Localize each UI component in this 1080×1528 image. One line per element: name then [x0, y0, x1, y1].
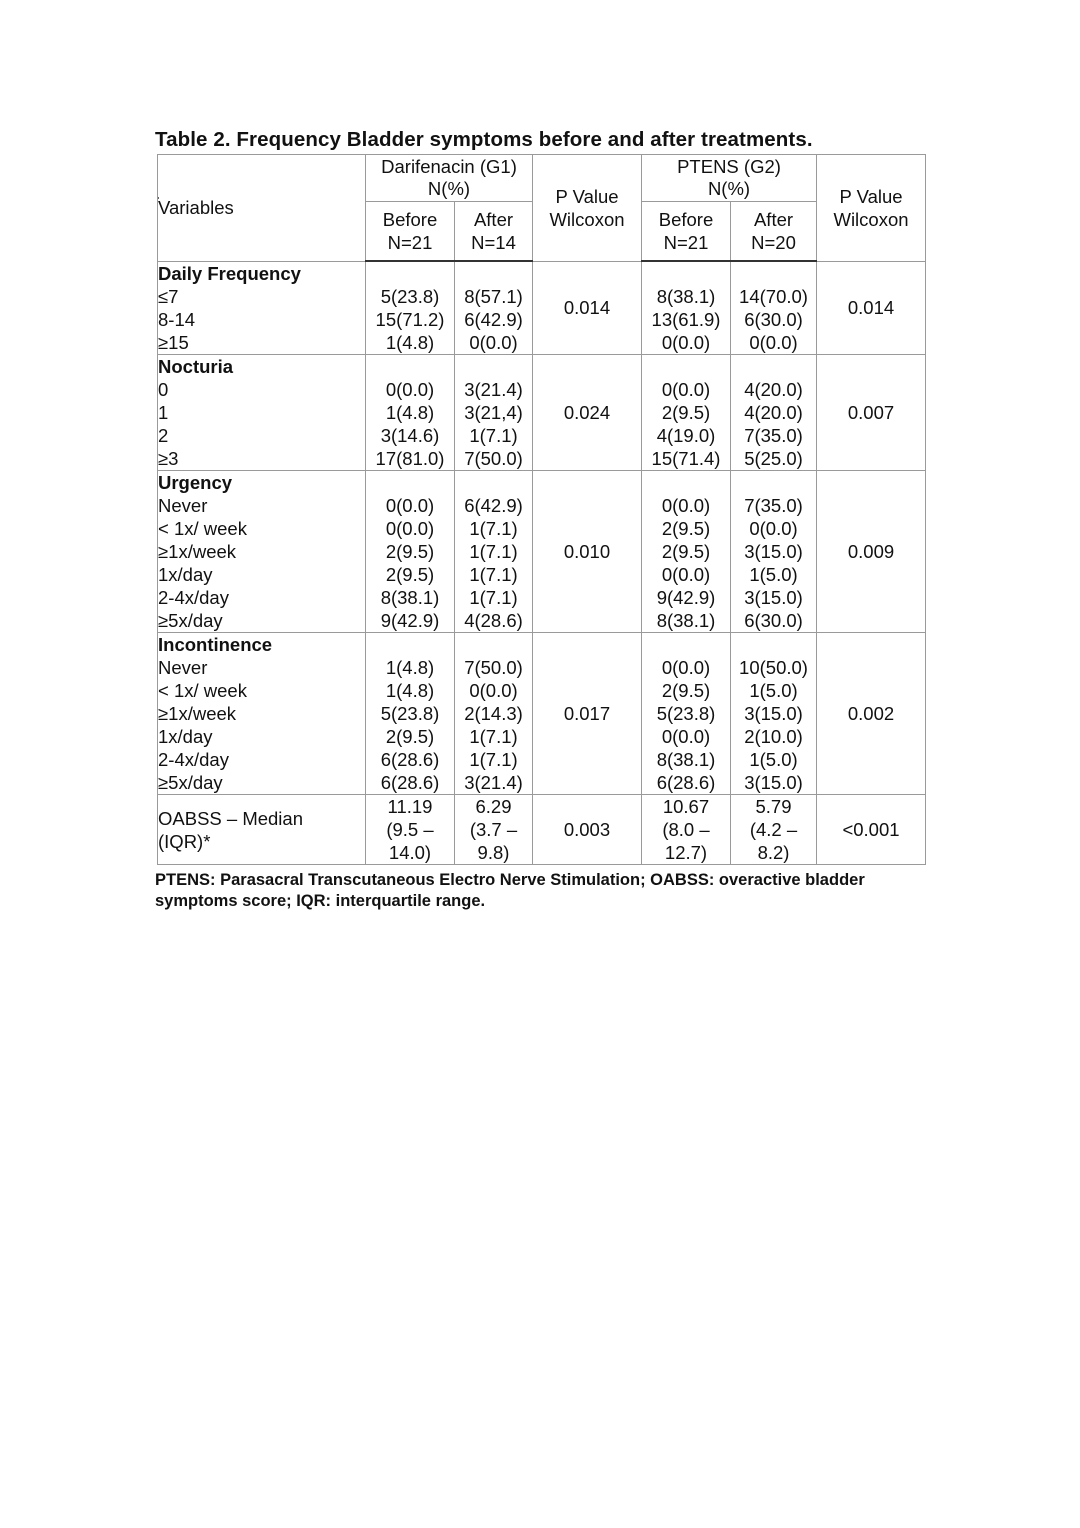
title-spacer [731, 471, 816, 494]
section-title: Nocturia [158, 356, 234, 377]
n-label: N=20 [751, 232, 796, 253]
oabss-g2-before [642, 795, 731, 865]
title-spacer [731, 355, 816, 378]
cell-value: 0(0.0) [469, 332, 518, 353]
cell-value: 2(14.3) [464, 703, 523, 724]
cell-value: 15(71.4) [651, 448, 721, 469]
cell-value: 6(28.6) [380, 772, 440, 793]
row-label: 2-4x/day [158, 587, 229, 608]
cell-value: 1(7.1) [469, 587, 518, 608]
g2-before-values [642, 471, 731, 633]
row-label: 1 [158, 402, 169, 423]
iqr-close: 12.7) [664, 842, 708, 863]
group1-name: Darifenacin (G1) [381, 156, 517, 177]
cell-value: 6(30.0) [744, 309, 803, 330]
wilcoxon-label: Wilcoxon [833, 208, 909, 230]
cell-value: 8(38.1) [380, 587, 440, 608]
section-labels [158, 471, 366, 633]
cell-value: 9(42.9) [380, 610, 440, 631]
cell-value: 0(0.0) [749, 332, 798, 353]
group2-header [642, 155, 817, 202]
g1-pvalue: 0.014 [533, 261, 642, 355]
cell-value: 15(71.2) [375, 309, 445, 330]
iqr-close: 14.0) [388, 842, 432, 863]
cell-value: 0(0.0) [749, 518, 798, 539]
wilcoxon-label: Wilcoxon [549, 208, 625, 230]
cell-value: 3(21,4) [464, 402, 523, 423]
title-spacer [455, 633, 532, 656]
cell-value: 4(20.0) [744, 402, 803, 423]
oabss-g1-before [366, 795, 455, 865]
cell-value: 2(9.5) [661, 541, 711, 562]
cell-value: 8(38.1) [656, 610, 716, 631]
cell-value: 3(15.0) [744, 772, 803, 793]
title-spacer [455, 355, 532, 378]
section-title: Incontinence [158, 634, 273, 655]
row-label: ≥15 [158, 331, 189, 353]
g1-after-values [455, 355, 533, 471]
group1-header [366, 155, 533, 202]
cell-value: 1(7.1) [469, 564, 518, 585]
cell-value: 0(0.0) [661, 657, 711, 678]
g2-before-values [642, 355, 731, 471]
cell-value: 7(35.0) [744, 425, 803, 446]
section-row [158, 471, 926, 633]
section-labels [158, 633, 366, 795]
cell-value: 0(0.0) [661, 379, 711, 400]
row-label: 2-4x/day [158, 749, 229, 770]
cell-value: 6(28.6) [656, 772, 716, 793]
group2-unit: N(%) [707, 178, 751, 199]
row-label: 1x/day [158, 726, 213, 747]
before-label: Before [382, 209, 438, 230]
g1-before-values [366, 261, 455, 355]
after-label: After [473, 209, 514, 230]
variables-header: Variables [158, 155, 366, 262]
section-labels [158, 261, 366, 355]
cell-value: 17(81.0) [375, 448, 445, 469]
cell-value: 1(4.8) [385, 657, 435, 678]
cell-value: 0(0.0) [661, 726, 711, 747]
before-label: Before [658, 209, 714, 230]
row-label: 8-14 [158, 308, 196, 330]
cell-value: 1(4.8) [385, 402, 435, 423]
cell-value: 8(57.1) [464, 286, 523, 307]
oabss-row [158, 795, 926, 865]
cell-value: 14(70.0) [739, 286, 808, 307]
g1-before-values [366, 633, 455, 795]
cell-value: 0(0.0) [469, 680, 518, 701]
section-title: Urgency [158, 472, 233, 493]
g2-before-header [642, 202, 731, 262]
section-row [158, 261, 926, 355]
n-label: N=14 [471, 232, 516, 253]
after-label: After [753, 209, 794, 230]
g1-pvalue: 0.024 [533, 355, 642, 471]
cell-value: 3(15.0) [744, 587, 803, 608]
cell-value: 0(0.0) [385, 379, 435, 400]
cell-value: 5(23.8) [380, 286, 440, 307]
oabss-label [158, 795, 366, 865]
g1-after-values [455, 471, 533, 633]
oabss-g2-pvalue: <0.001 [817, 795, 926, 865]
row-label: ≥5x/day [158, 772, 223, 793]
g1-before-header [366, 202, 455, 262]
cell-value: 1(7.1) [469, 518, 518, 539]
cell-value: 1(5.0) [749, 564, 798, 585]
cell-value: 1(7.1) [469, 749, 518, 770]
table-footnote: PTENS: Parasacral Transcutaneous Electro Nerve Stimulation; OABSS: overactive bladder symptoms score; IQR: interquartile range. [155, 871, 865, 910]
median-value: 10.67 [662, 796, 710, 817]
g1-after-values [455, 633, 533, 795]
row-label: < 1x/ week [158, 680, 247, 701]
median-value: 6.29 [475, 796, 512, 817]
oabss-g1-pvalue: 0.003 [533, 795, 642, 865]
median-value: 11.19 [387, 796, 433, 817]
cell-value: 6(28.6) [380, 749, 440, 770]
group2-pvalue-header [817, 155, 926, 262]
section-title: Daily Frequency [158, 262, 301, 284]
cell-value: 2(9.5) [661, 680, 711, 701]
table-caption: Table 2. Frequency Bladder symptoms before and after treatments. [155, 128, 813, 151]
cell-value: 3(14.6) [380, 425, 440, 446]
cell-value: 2(9.5) [385, 564, 435, 585]
iqr-close: 8.2) [757, 842, 790, 863]
cell-value: 0(0.0) [661, 564, 711, 585]
g2-pvalue: 0.002 [817, 633, 926, 795]
cell-value: 1(7.1) [469, 541, 518, 562]
row-label: ≥3 [158, 448, 179, 469]
title-spacer [731, 262, 816, 285]
n-label: N=21 [663, 232, 709, 253]
cell-value: 0(0.0) [385, 518, 435, 539]
group2-name: PTENS (G2) [677, 156, 781, 177]
row-label: ≥5x/day [158, 610, 223, 631]
cell-value: 2(9.5) [661, 518, 711, 539]
oabss-g1-after [455, 795, 533, 865]
cell-value: 6(42.9) [464, 309, 523, 330]
cell-value: 0(0.0) [661, 332, 711, 353]
cell-value: 1(7.1) [469, 726, 518, 747]
cell-value: 3(15.0) [744, 541, 803, 562]
title-spacer [642, 471, 730, 494]
g2-after-values [731, 633, 817, 795]
g2-pvalue: 0.007 [817, 355, 926, 471]
cell-value: 4(20.0) [744, 379, 803, 400]
cell-value: 5(25.0) [744, 448, 803, 469]
row-label: 0 [158, 379, 169, 400]
median-value: 5.79 [755, 796, 792, 817]
cell-value: 7(50.0) [464, 657, 523, 678]
row-label: Never [158, 657, 208, 678]
g2-after-values [731, 355, 817, 471]
cell-value: 1(5.0) [749, 749, 798, 770]
title-spacer [366, 471, 454, 494]
cell-value: 0(0.0) [385, 495, 435, 516]
cell-value: 2(10.0) [744, 726, 803, 747]
cell-value: 6(42.9) [464, 495, 523, 516]
cell-value: 10(50.0) [739, 657, 808, 678]
g2-before-values [642, 633, 731, 795]
oabss-iqr-label: (IQR)* [158, 830, 211, 852]
cell-value: 3(21.4) [464, 772, 523, 793]
title-spacer [642, 355, 730, 378]
g1-pvalue: 0.010 [533, 471, 642, 633]
section-labels [158, 355, 366, 471]
oabss-title: OABSS – Median [158, 807, 303, 829]
row-label: 2 [158, 425, 169, 446]
cell-value: 5(23.8) [656, 703, 716, 724]
cell-value: 8(38.1) [656, 286, 716, 307]
cell-value: 7(50.0) [464, 448, 523, 469]
group1-pvalue-header [533, 155, 642, 262]
title-spacer [366, 262, 454, 285]
cell-value: 1(4.8) [385, 332, 435, 353]
cell-value: 2(9.5) [385, 541, 435, 562]
cell-value: 1(7.1) [469, 425, 518, 446]
g2-after-values [731, 471, 817, 633]
group1-unit: N(%) [427, 178, 471, 199]
g1-pvalue: 0.017 [533, 633, 642, 795]
cell-value: 2(9.5) [385, 726, 435, 747]
cell-value: 2(9.5) [661, 402, 711, 423]
title-spacer [731, 633, 816, 656]
g1-after-header [455, 202, 533, 262]
title-spacer [642, 262, 730, 285]
cell-value: 13(61.9) [651, 309, 721, 330]
section-row [158, 633, 926, 795]
iqr-open: (9.5 – [386, 819, 434, 840]
cell-value: 8(38.1) [656, 749, 716, 770]
cell-value: 0(0.0) [661, 495, 711, 516]
cell-value: 3(15.0) [744, 703, 803, 724]
g2-after-header [731, 202, 817, 262]
cell-value: 9(42.9) [656, 587, 716, 608]
section-row [158, 355, 926, 471]
n-label: N=21 [387, 232, 433, 253]
pvalue-label: P Value [839, 185, 903, 207]
row-label: ≤7 [158, 285, 179, 307]
cell-value: 3(21.4) [464, 379, 523, 400]
g2-pvalue: 0.014 [817, 261, 926, 355]
row-label: ≥1x/week [158, 541, 237, 562]
pvalue-label: P Value [555, 185, 619, 207]
g1-before-values [366, 471, 455, 633]
cell-value: 7(35.0) [744, 495, 803, 516]
row-label: Never [158, 495, 208, 516]
cell-value: 6(30.0) [744, 610, 803, 631]
cell-value: 5(23.8) [380, 703, 440, 724]
cell-value: 1(5.0) [749, 680, 798, 701]
iqr-open: (8.0 – [662, 819, 710, 840]
title-spacer [642, 633, 730, 656]
cell-value: 1(4.8) [385, 680, 435, 701]
title-spacer [366, 355, 454, 378]
g1-after-values [455, 261, 533, 355]
g2-before-values [642, 261, 731, 355]
header-row-1 [158, 155, 926, 202]
bladder-symptoms-table [157, 154, 926, 865]
oabss-g2-after [731, 795, 817, 865]
cell-value: 4(28.6) [464, 610, 523, 631]
row-label: 1x/day [158, 564, 213, 585]
g2-pvalue: 0.009 [817, 471, 926, 633]
iqr-open: (4.2 – [749, 819, 798, 840]
title-spacer [455, 262, 532, 285]
iqr-open: (3.7 – [469, 819, 518, 840]
cell-value: 4(19.0) [656, 425, 716, 446]
title-spacer [455, 471, 532, 494]
g2-after-values [731, 261, 817, 355]
iqr-close: 9.8) [477, 842, 510, 863]
g1-before-values [366, 355, 455, 471]
table-body [158, 261, 926, 865]
title-spacer [366, 633, 454, 656]
row-label: ≥1x/week [158, 703, 237, 724]
row-label: < 1x/ week [158, 518, 247, 539]
